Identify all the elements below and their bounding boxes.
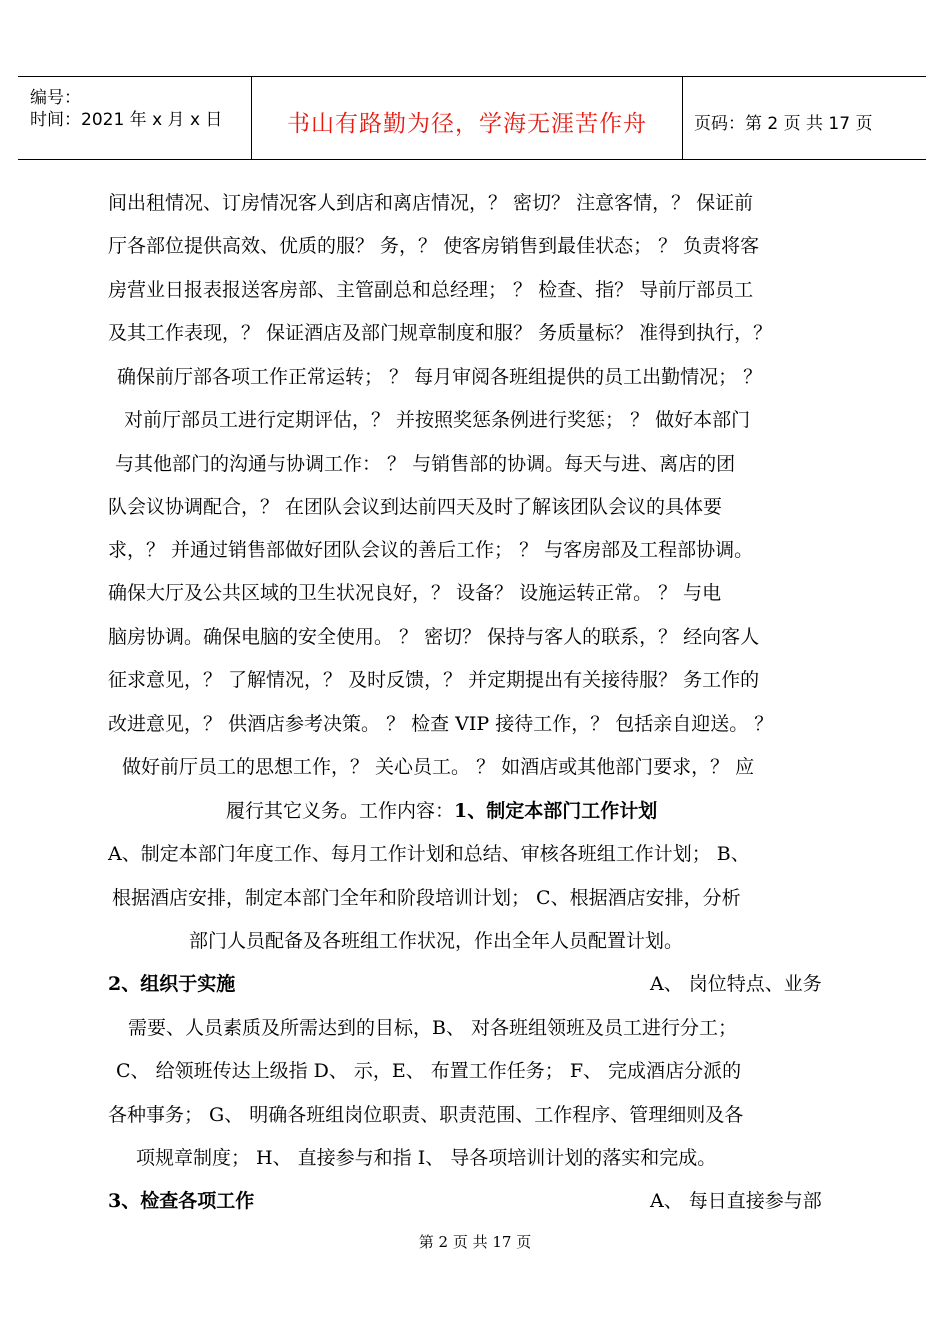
body-line: 与其他部门的沟通与协调工作： ？ 与销售部的协调。每天与进、离店的团 bbox=[115, 453, 736, 475]
body-line: 房营业日报表报送客房部、主管副总和总经理； ？ 检查、指？ 导前厅部员工 bbox=[108, 279, 754, 301]
body-line: A、 每日直接参与部 bbox=[650, 1190, 822, 1212]
work-content-label: 履行其它义务。工作内容： bbox=[226, 800, 455, 822]
header-motto: 书山有路勤为径，学海无涯苦作舟 bbox=[287, 111, 647, 137]
body-line: 对前厅部员工进行定期评估，？ 并按照奖惩条例进行奖惩； ？ 做好本部门 bbox=[124, 409, 751, 431]
body-line: 需要、人员素质及所需达到的目标，B、 对各班组领班及员工进行分工； bbox=[128, 1017, 738, 1039]
body-line: 厅各部位提供高效、优质的服？ 务，？ 使客房销售到最佳状态； ？ 负责将客 bbox=[108, 235, 760, 257]
body-line: 部门人员配备及各班组工作状况，作出全年人员配置计划。 bbox=[189, 930, 684, 952]
body-line: 脑房协调。确保电脑的安全使用。 ？ 密切？ 保持与客人的联系，？ 经向客人 bbox=[108, 626, 760, 648]
body-line: 做好前厅员工的思想工作，？ 关心员工。 ？ 如酒店或其他部门要求，？ 应 bbox=[122, 756, 755, 778]
body-line: 改进意见，？ 供酒店参考决策。 ？ 检查 VIP 接待工作，？ 包括亲自迎送。 ？ bbox=[108, 713, 774, 735]
body-line: A、 岗位特点、业务 bbox=[650, 973, 822, 995]
work-content-line bbox=[226, 799, 657, 823]
header-info-cell bbox=[18, 77, 250, 159]
body-line: 求，？ 并通过销售部做好团队会议的善后工作； ？ 与客房部及工程部协调。 bbox=[108, 539, 754, 561]
body-line: C、 给领班传达上级指 D、 示，E、 布置工作任务； F、 完成酒店分派的 bbox=[116, 1060, 742, 1082]
body-line: 征求意见，？ 了解情况，？ 及时反馈，？ 并定期提出有关接待服？ 务工作的 bbox=[108, 669, 760, 691]
document-number-label: 编号： bbox=[30, 88, 81, 108]
header-motto-cell bbox=[251, 77, 683, 159]
section-3-title: 3、检查各项工作 bbox=[108, 1190, 255, 1212]
header-page-cell bbox=[682, 77, 926, 159]
section-2-title: 2、组织于实施 bbox=[108, 973, 236, 995]
document-time-label: 时间：2021 年 x 月 x 日 bbox=[30, 110, 223, 130]
header-page-code: 页码：第 2 页 共 17 页 bbox=[694, 114, 873, 134]
section-1-title: 1、制定本部门工作计划 bbox=[454, 800, 658, 822]
page-footer: 第 2 页 共 17 页 bbox=[418, 1233, 532, 1251]
document-header bbox=[18, 76, 926, 160]
body-line: 各种事务； G、 明确各班组岗位职责、职责范围、工作程序、管理细则及各 bbox=[108, 1104, 744, 1126]
body-line: 根据酒店安排，制定本部门全年和阶段培训计划； C、根据酒店安排，分析 bbox=[112, 887, 741, 909]
body-line: 项规章制度； H、 直接参与和指 I、 导各项培训计划的落实和完成。 bbox=[136, 1147, 717, 1169]
body-line: 间出租情况、订房情况客人到店和离店情况，？ 密切？ 注意客情，？ 保证前 bbox=[108, 192, 754, 214]
body-line: 确保大厅及公共区域的卫生状况良好，？ 设备？ 设施运转正常。 ？ 与电 bbox=[108, 582, 722, 604]
body-line: 队会议协调配合，？ 在团队会议到达前四天及时了解该团队会议的具体要 bbox=[108, 496, 723, 518]
body-line: A、制定本部门年度工作、每月工作计划和总结、审核各班组工作计划； B、 bbox=[108, 843, 750, 865]
body-line: 确保前厅部各项工作正常运转； ？ 每月审阅各班组提供的员工出勤情况； ？ bbox=[117, 366, 763, 388]
body-line: 及其工作表现，？ 保证酒店及部门规章制度和服？ 务质量标？ 准得到执行，？ bbox=[108, 322, 773, 344]
